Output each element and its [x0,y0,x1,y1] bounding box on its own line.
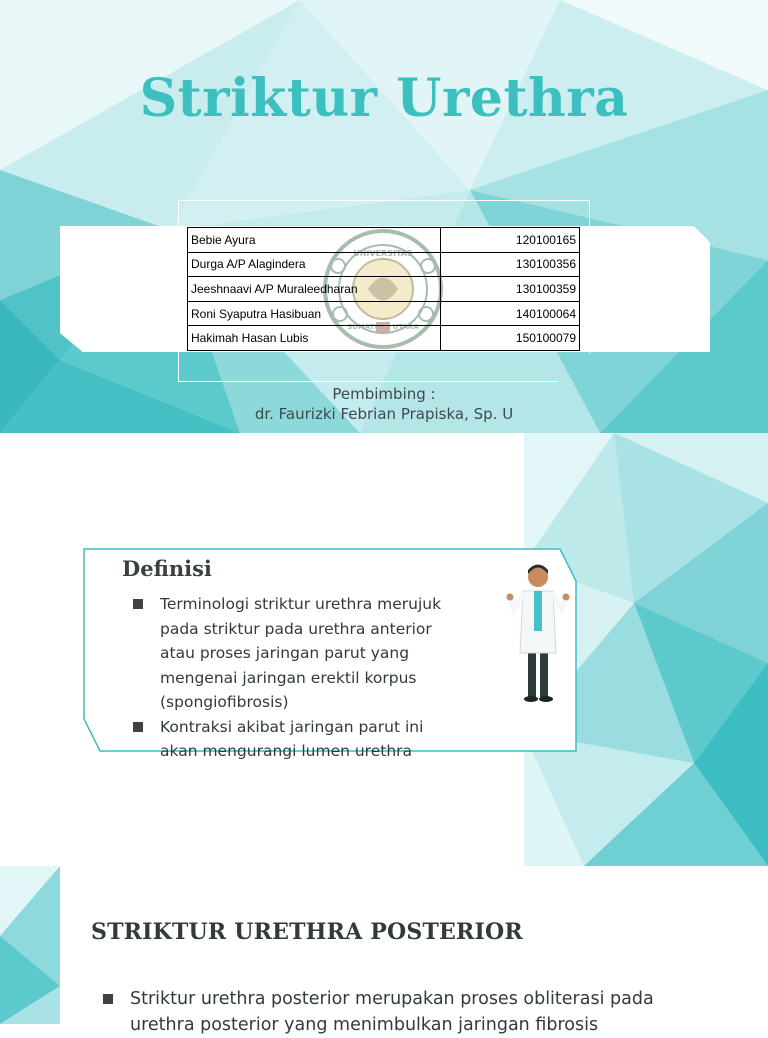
presentation-title: Striktur Urethra [139,68,629,129]
member-nim: 140100064 [441,301,580,326]
slide3-side-strip [0,866,60,1024]
member-name: Durga A/P Alagindera [188,252,441,277]
member-name: Jeeshnaavi A/P Muraleedharan [188,277,441,302]
square-bullet-icon [103,994,113,1004]
list-item [103,986,703,1038]
supervisor-label: Pembimbing : [332,385,436,403]
list-item [133,715,463,764]
bullet-text: Striktur urethra posterior merupakan proses obliterasi pada urethra posterior yang menimbulkan jaringan fibrosis [130,989,654,1035]
supervisor-block [0,384,768,424]
member-nim: 120100165 [441,228,580,253]
posterior-slide [0,866,768,1035]
title-slide [0,0,768,433]
posterior-heading: STRIKTUR URETHRA POSTERIOR [91,919,523,945]
definition-slide [0,433,768,866]
member-name: Roni Syaputra Hasibuan [188,301,441,326]
seal-text-bottom: SUMATERA UTARA [347,323,419,331]
bullet-text: Terminologi striktur urethra merujuk pada striktur pada urethra anterior atau proses jaringan parut yang mengenai jaringan erektil korpus (spongiofibrosis) [160,595,442,711]
member-nim: 150100079 [441,326,580,351]
table-row [188,326,580,351]
member-table [187,227,580,351]
definition-list [133,592,463,764]
member-nim: 130100359 [441,277,580,302]
member-nim: 130100356 [441,252,580,277]
table-row [188,228,580,253]
bullet-text: Kontraksi akibat jaringan parut ini akan mengurangi lumen urethra [160,717,424,760]
posterior-list [103,986,703,1038]
square-bullet-icon [133,599,143,609]
definition-heading: Definisi [122,556,212,581]
member-name: Bebie Ayura [188,228,441,253]
square-bullet-icon [133,722,143,732]
doctor-illustration [506,557,572,707]
list-item [133,592,463,715]
table-row [188,301,580,326]
seal-text-top: UNIVERSITAS [353,249,413,258]
table-row [188,277,580,302]
table-row [188,252,580,277]
supervisor-name: dr. Faurizki Febrian Prapiska, Sp. U [254,405,514,423]
member-name: Hakimah Hasan Lubis [188,326,441,351]
